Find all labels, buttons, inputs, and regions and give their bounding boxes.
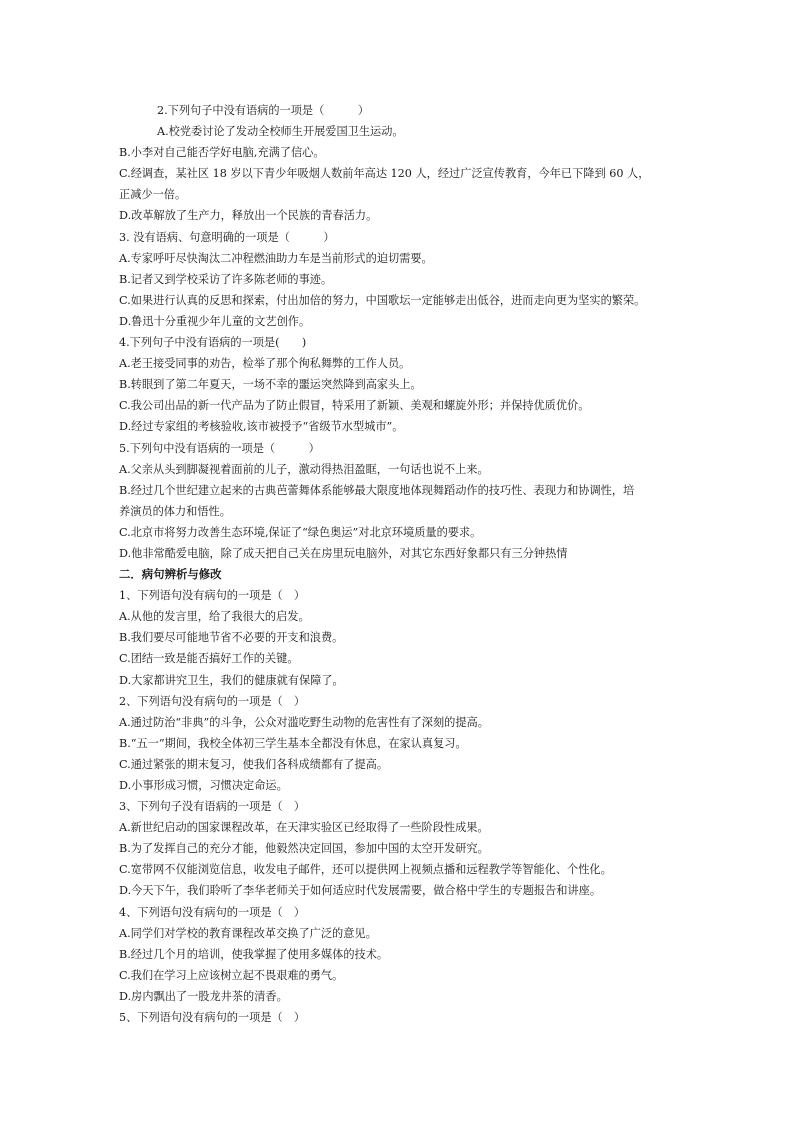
section2-q1-stem: 1、下列语句没有病句的一项是（ ） — [119, 589, 306, 603]
question-4-option-a: A.老王接受同事的劝告，检举了那个徇私舞弊的工作人员。 — [119, 357, 411, 371]
question-4-option-b: B.转眼到了第二年夏天，一场不幸的噩运突然降到高家头上。 — [119, 378, 422, 392]
section2-q2-option-d: D.小事形成习惯，习惯决定命运。 — [119, 779, 288, 792]
section2-q4-stem: 4、下列语句没有病句的一项是（ ） — [119, 905, 306, 919]
question-5-option-a: A.父亲从头到脚凝视着面前的儿子，激动得热泪盈眶，一句话也说不上来。 — [119, 462, 489, 476]
section2-q3-option-c: C.宽带网不仅能浏览信息，收发电子邮件，还可以提供网上视频点播和远程教学等智能化、个性化。 — [119, 863, 612, 877]
question-2-option-b: B.小李对自己能否学好电脑,充满了信心。 — [119, 146, 325, 160]
document-body — [119, 100, 679, 1028]
question-5-stem: 5.下列句中没有语病的一项是（ ） — [119, 441, 320, 455]
question-2-option-c-cont: 正减少一倍。 — [119, 188, 187, 202]
section2-q3-option-a: A.新世纪启动的国家课程改革，在天津实验区已经取得了一些阶段性成果。 — [119, 821, 489, 835]
question-2-option-c: C.经调查，某社区 18 岁以下青少年吸烟人数前年高达 120 人，经过广泛宣传教育，今年已下降到 60 人， — [119, 167, 650, 181]
question-2-stem: 2.下列句子中没有语病的一项是（ ） — [157, 104, 370, 117]
section2-q1-option-a: A.从他的发言里，给了我很大的启发。 — [119, 610, 310, 624]
question-4-option-c: C.我公司出品的新一代产品为了防止假冒，特采用了新颖、美观和螺旋外形；并保持优质优价。 — [119, 399, 590, 413]
section2-q2-option-b: B.“五一”期间，我校全体初三学生基本全都没有休息，在家认真复习。 — [119, 736, 467, 750]
question-5-option-b: B.经过几个世纪建立起来的古典芭蕾舞体系能够最大限度地体现舞蹈动作的技巧性、表现力和协调性，培 — [119, 483, 635, 497]
section2-q1-option-c: C.团结一致是能否搞好工作的关键。 — [119, 652, 299, 666]
question-3-option-d: D.鲁迅十分重视少年儿童的文艺创作。 — [119, 314, 311, 328]
question-3-option-a: A.专家呼吁尽快淘汰二冲程燃油助力车是当前形式的迫切需要。 — [119, 251, 433, 265]
question-5-option-b-cont: 养演员的体力和悟性。 — [119, 504, 231, 518]
section-heading: 二．病句辨析与修改 — [119, 567, 222, 582]
section2-q5-stem: 5、下列语句没有病句的一项是（ ） — [119, 1011, 306, 1025]
section2-q4-option-d: D.房内飘出了一股龙井茶的清香。 — [119, 989, 288, 1003]
question-5-option-d: D.他非常酷爱电脑，除了成天把自己关在房里玩电脑外，对其它东西好象都只有三分钟热情 — [119, 546, 568, 560]
question-3-option-b: B.记者又到学校采访了许多陈老师的事迹。 — [119, 272, 333, 286]
question-3-option-c: C.如果进行认真的反思和探索，付出加倍的努力，中国歌坛一定能够走出低谷，进而走向更为坚实的繁荣。 — [119, 293, 646, 307]
section2-q3-option-d: D.今天下午，我们聆听了李华老师关于如何适应时代发展需要，做合格中学生的专题报告和讲座。 — [119, 884, 602, 898]
section2-q4-option-b: B.经过几个月的培训，使我掌握了使用多媒体的技术。 — [119, 947, 389, 961]
section2-q4-option-c: C.我们在学习上应该树立起不畏艰难的勇气。 — [119, 968, 344, 982]
question-5-option-c: C.北京市将努力改善生态环境,保证了“绿色奥运”对北京环境质量的要求。 — [119, 525, 482, 539]
section2-q2-option-a: A.通过防治“非典”的斗争，公众对滥吃野生动物的危害性有了深刻的提高。 — [119, 715, 489, 729]
section2-q1-option-d: D.大家都讲究卫生，我们的健康就有保障了。 — [119, 673, 344, 687]
section2-q3-stem: 3、下列句子没有语病的一项是（ ） — [119, 800, 306, 814]
question-2-option-a: A.校党委讨论了发动全校师生开展爱国卫生运动。 — [157, 125, 404, 139]
question-3-stem: 3. 没有语病、句意明确的一项是（ ） — [119, 230, 335, 244]
question-4-stem: 4.下列句子中没有语病的一项是( ) — [119, 336, 307, 350]
section2-q1-option-b: B.我们要尽可能地节省不必要的开支和浪费。 — [119, 631, 344, 645]
section2-q2-option-c: C.通过紧张的期末复习，使我们各科成绩都有了提高。 — [119, 757, 389, 771]
question-4-option-d: D.经过专家组的考核验收,该市被授予“省级节水型城市”。 — [119, 420, 404, 434]
section2-q4-option-a: A.同学们对学校的教育课程改革交换了广泛的意见。 — [119, 926, 377, 940]
question-2-option-d: D.改革解放了生产力，释放出一个民族的青春活力。 — [119, 209, 378, 223]
section2-q2-stem: 2、下列语句没有病句的一项是（ ） — [119, 694, 306, 708]
section2-q3-option-b: B.为了发挥自己的充分才能，他毅然决定回国，参加中国的太空开发研究。 — [119, 842, 489, 856]
